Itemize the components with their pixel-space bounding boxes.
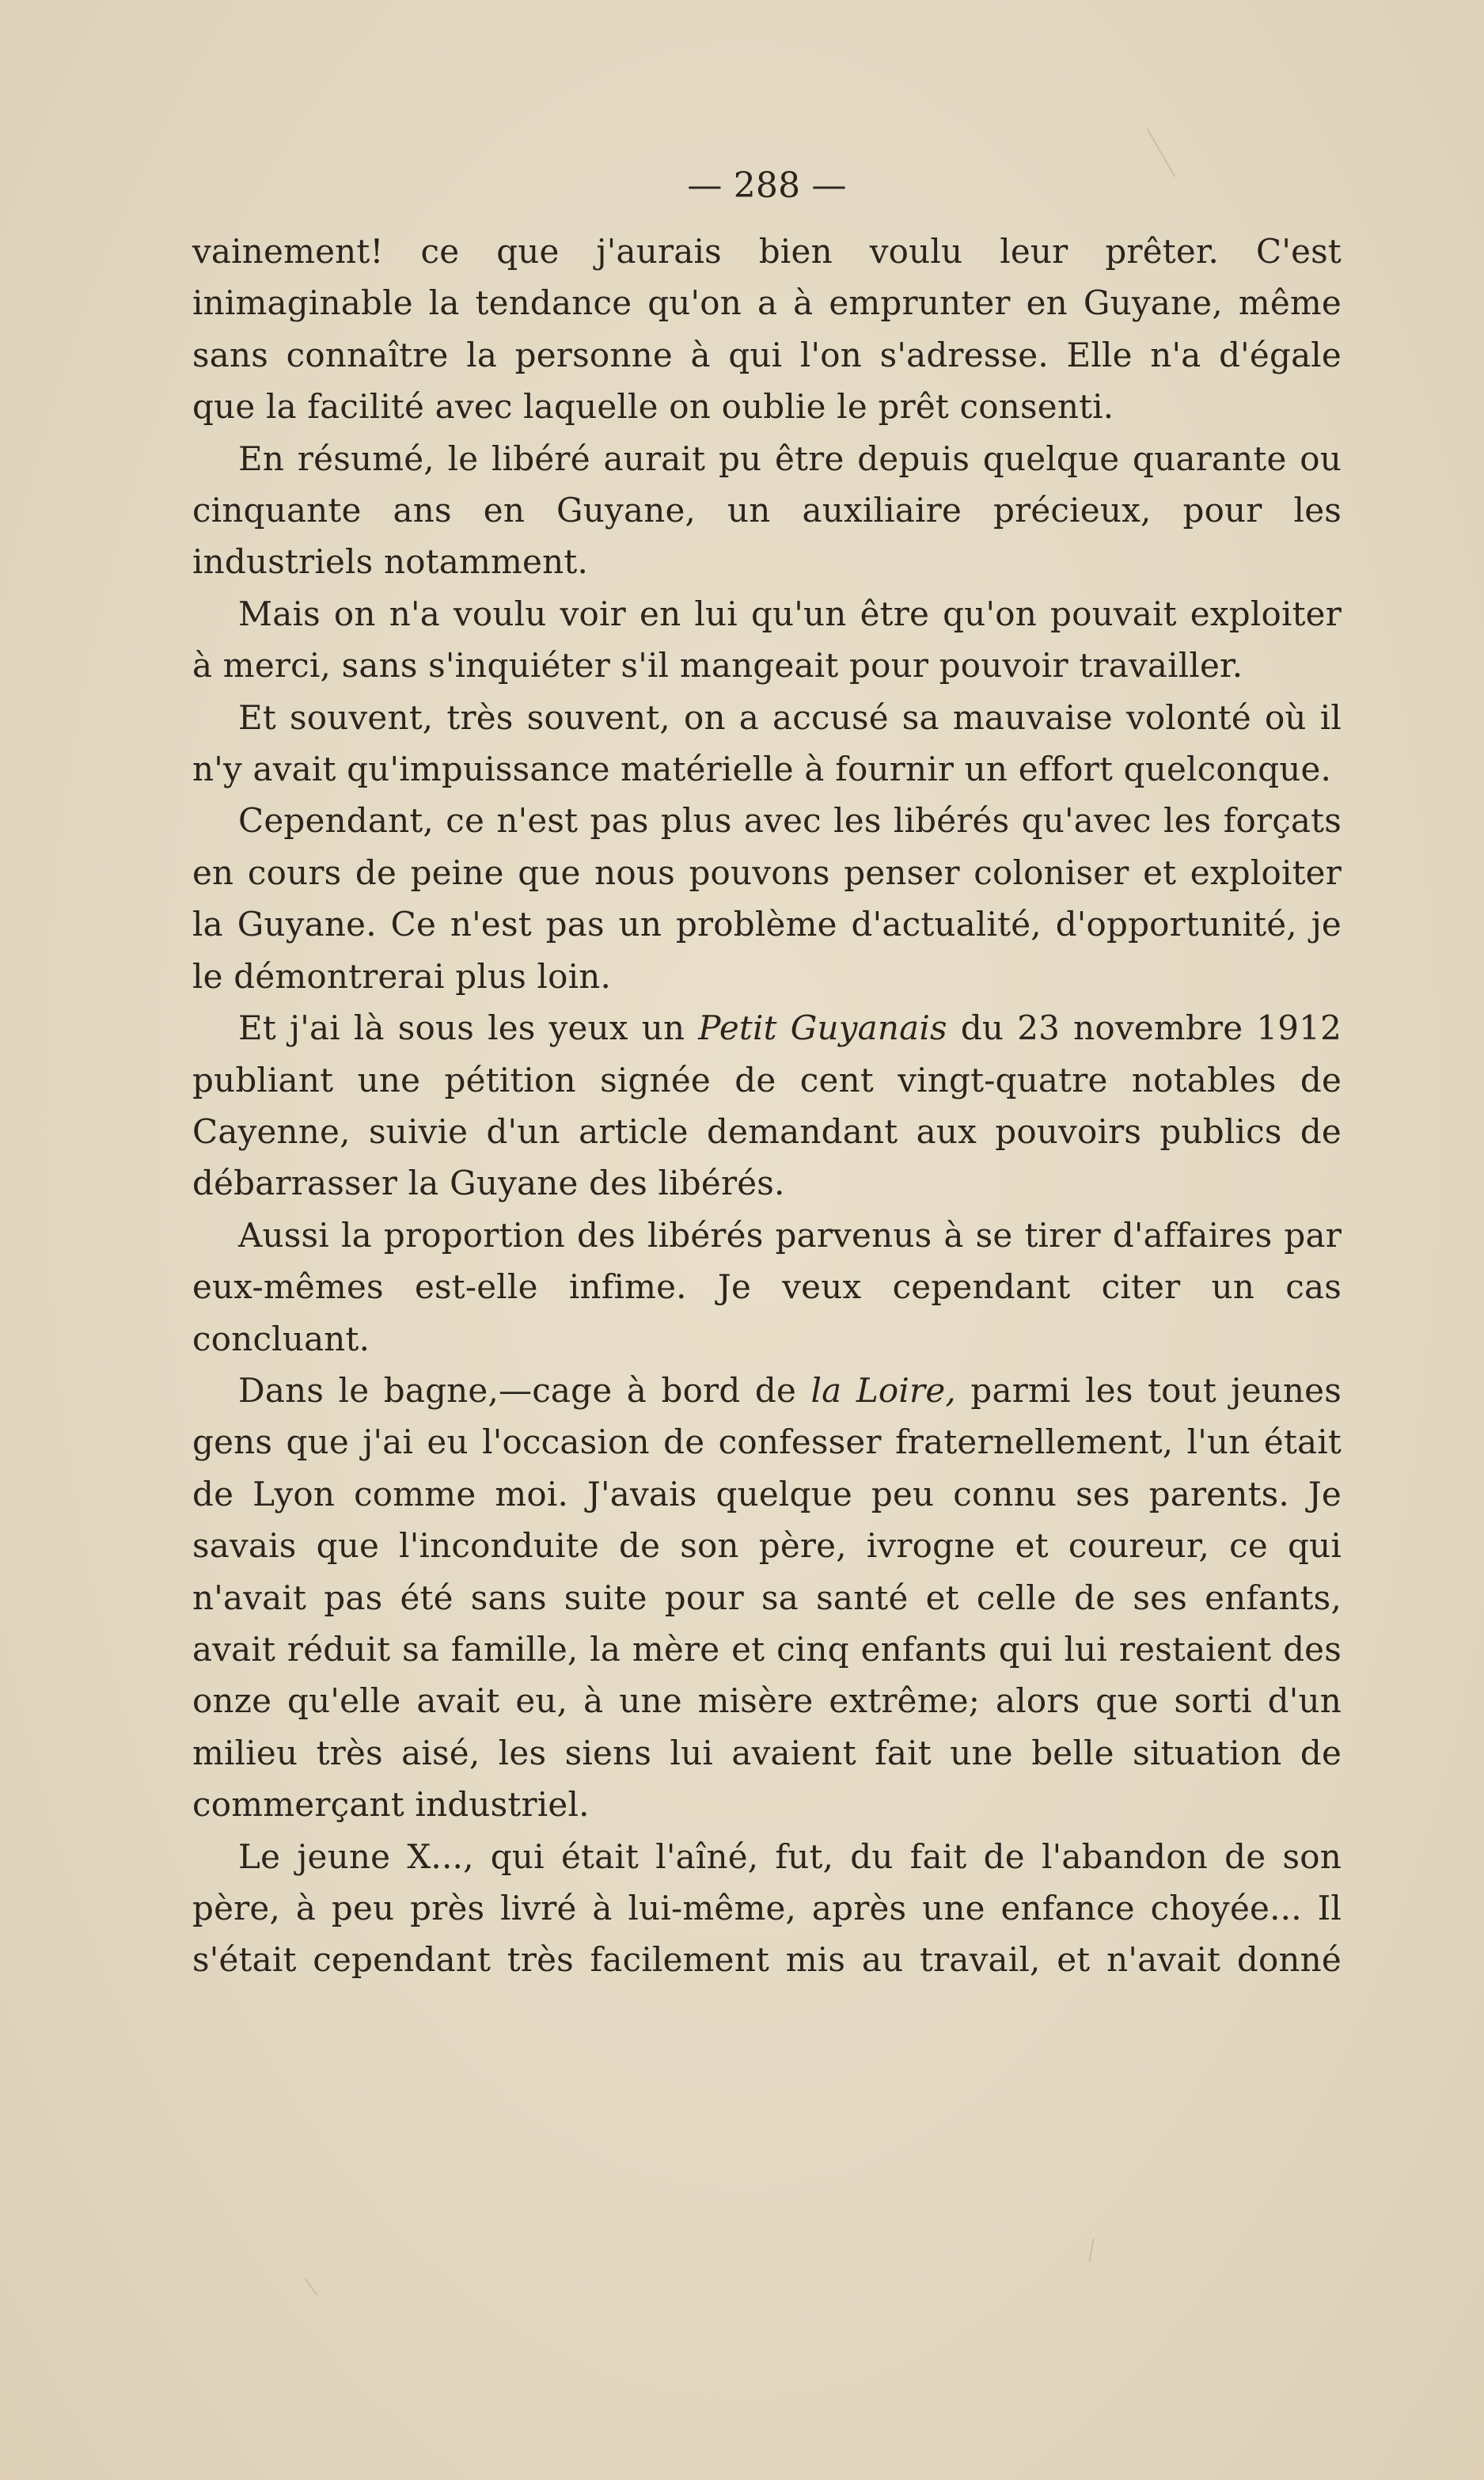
page-number: — 288 — (687, 165, 847, 206)
paragraph-text: Mais on n'a voulu voir en lui qu'un être qu'on pouvait exploiter à merci, sans s'inquiéter s'il mangeait pour pouvoir travailler. (192, 594, 1342, 686)
paragraph-text: Et souvent, très souvent, on a accusé sa mauvaise volonté où il n'y avait qu'impuissance matérielle à fournir un effort quelconque. (192, 697, 1342, 789)
paragraph (192, 433, 1342, 588)
paragraph-text: parmi les tout jeunes gens que j'ai eu l'occasion de confesser fraternellement, l'un était de Lyon comme moi. J'avais quelque peu connu ses parents. Je savais que l'inconduite de son père, ivrogne et coureur, ce qui n'avait pas été sans suite pour sa santé et celle de ses enfants, avait réduit sa famille, la mère et cinq enfants qui lui restaient des onze qu'elle avait eu, à une misère extrême; alors que sorti d'un milieu très aisé, les siens lui avaient fait une belle situation de commerçant industriel. (192, 1370, 1342, 1825)
italic-text: la Loire, (810, 1370, 956, 1410)
paragraph (192, 1831, 1342, 1986)
paper-scratch (305, 2278, 318, 2296)
paragraph (192, 692, 1342, 796)
paragraph-text: Dans le bagne,—cage à bord de (238, 1370, 811, 1410)
text-block (192, 162, 1342, 1986)
paragraph-text: En résumé, le libéré aurait pu être depuis quelque quarante ou cinquante ans en Guyane, un auxiliaire précieux, pour les industriels notamment. (192, 439, 1342, 582)
paragraph (192, 1210, 1342, 1365)
paragraph (192, 226, 1342, 433)
paragraph (192, 1365, 1342, 1831)
paragraph (192, 795, 1342, 1002)
paragraph-list (192, 226, 1342, 1986)
italic-text: Petit Guyanais (698, 1008, 947, 1048)
paragraph-text: Cependant, ce n'est pas plus avec les libérés qu'avec les forçats en cours de peine que nous pouvons penser coloniser et exploiter la Guyane. Ce n'est pas un problème d'actualité, d'opportunité, je le démontrerai plus loin. (192, 801, 1342, 996)
paper-scratch (1088, 2239, 1094, 2262)
paragraph (192, 1002, 1342, 1210)
paragraph-text: Aussi la proportion des libérés parvenus à se tirer d'affaires par eux-mêmes est-elle infime. Je veux cependant citer un cas concluant. (192, 1215, 1342, 1358)
paragraph (192, 588, 1342, 692)
paragraph-text: vainement! ce que j'aurais bien voulu leur prêter. C'est inimaginable la tendance qu'on a à emprunter en Guyane, même sans connaître la personne à qui l'on s'adresse. Elle n'a d'égale que la facilité avec laquelle on oublie le prêt consenti. (192, 232, 1342, 427)
paragraph-text: Le jeune X..., qui était l'aîné, fut, du fait de l'abandon de son père, à peu près livré à lui-même, après une enfance choyée... Il s'était cependant très facilement mis au travail, et n'avait donné (192, 1836, 1342, 1980)
paragraph-text: du 23 novembre 1912 publiant une pétition signée de cent vingt-quatre notables de Cayenne, suivie d'un article demandant aux pouvoirs publics de débarrasser la Guyane des libérés. (192, 1008, 1342, 1203)
paragraph-text: Et j'ai là sous les yeux un (238, 1008, 699, 1048)
